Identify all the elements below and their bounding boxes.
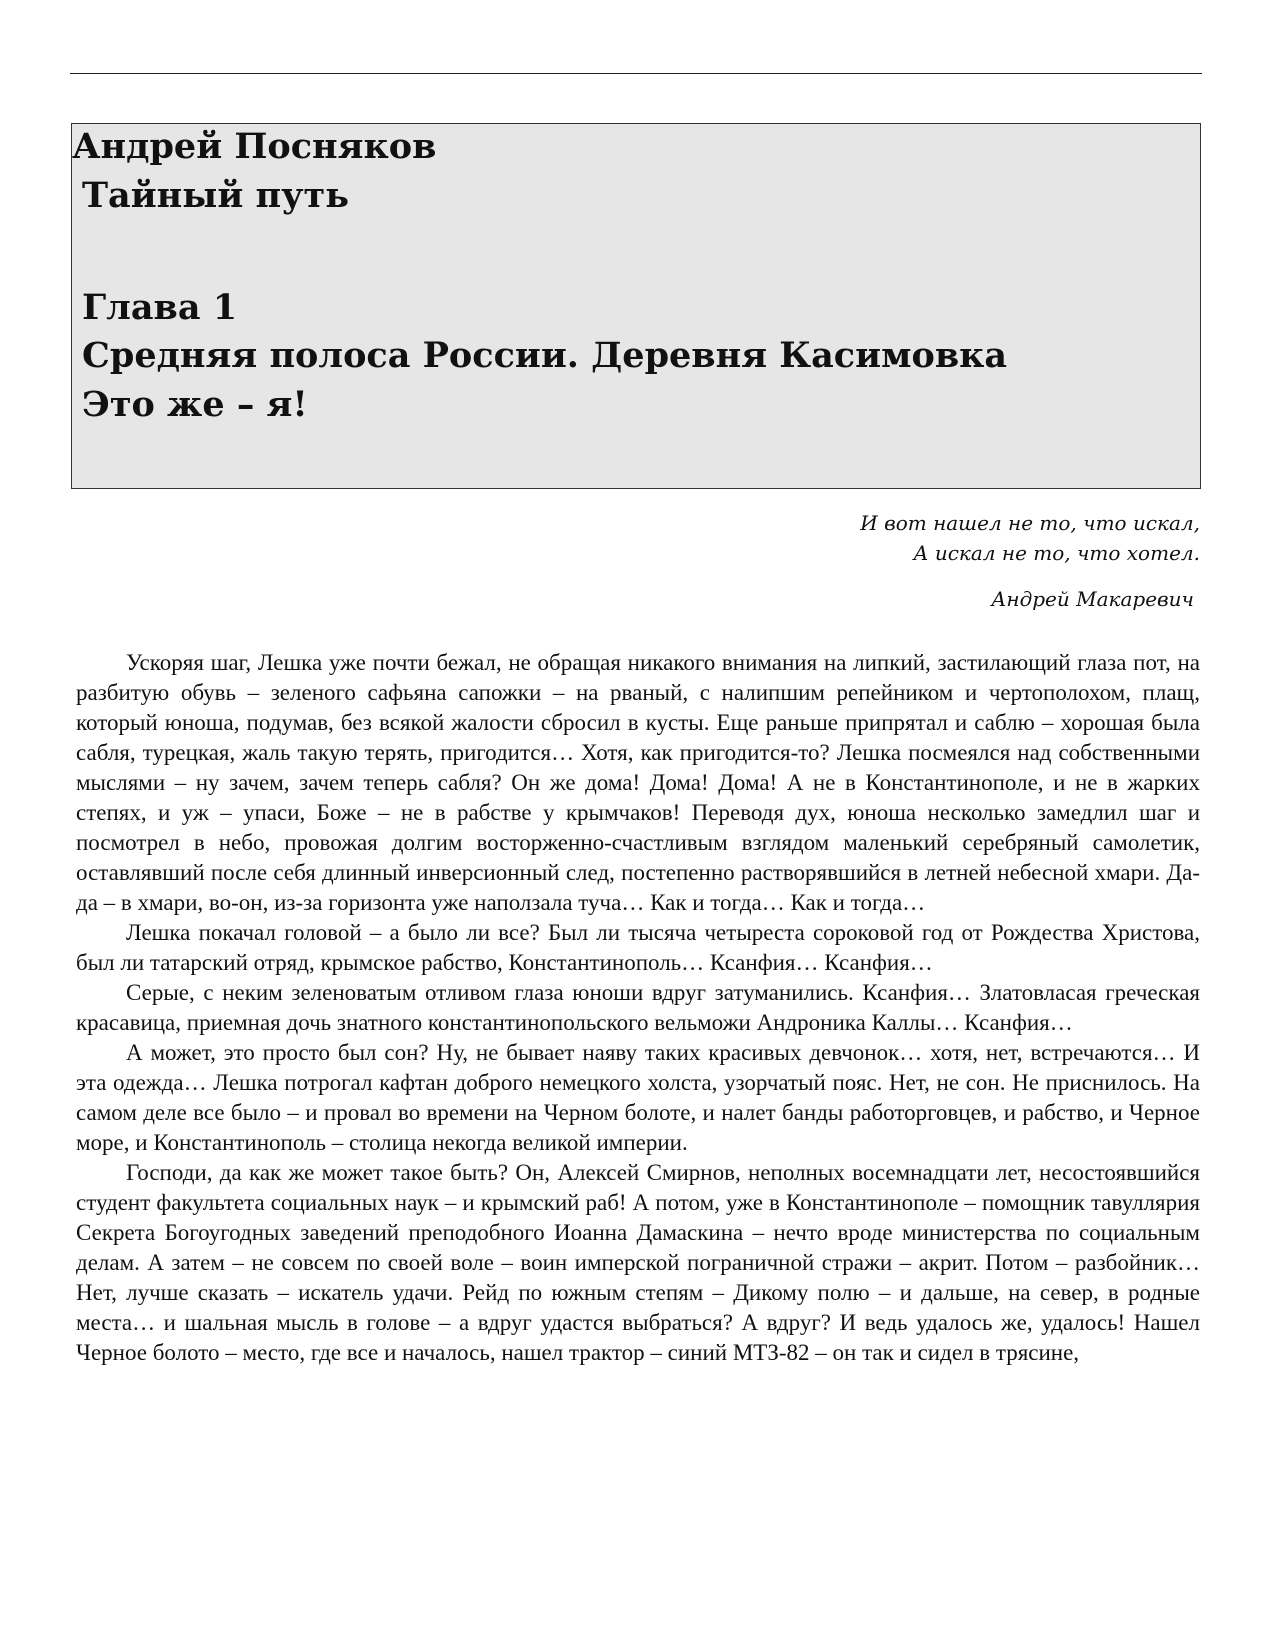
paragraph: Лешка покачал головой – а было ли все? Был ли тысяча четыреста сороковой год от Рождества Христова, был ли татарский отряд, крымское рабство, Константинополь… Ксанфия… Ксанфия… — [76, 920, 1200, 975]
chapter-title: Это же – я! — [82, 384, 308, 425]
chapter-header-box — [71, 123, 1201, 489]
epigraph — [860, 508, 1200, 614]
epigraph-author: Андрей Макаревич — [991, 587, 1194, 611]
top-rule — [70, 73, 1202, 74]
chapter-body — [76, 648, 1200, 1368]
paragraph: Ускоряя шаг, Лешка уже почти бежал, не обращая никакого внимания на липкий, застилающий глаза пот, на разбитую обувь – зеленого сафьяна сапожки – на рваный, с налипшим репейником и чертополохом, плащ, который юноша, подумав, без всякой жалости сбросил в кусты. Еще раньше припрятал и саблю – хорошая была сабля, турецкая, жаль такую терять, пригодится… Хотя, как пригодится-то? Лешка посмеялся над собственными мыслями – ну зачем, зачем теперь сабля? Он же дома! Дома! Дома! А не в Константинополе, и не в жарких степях, и уж – упаси, Боже – не в рабстве у крымчаков! Переводя дух, юноша несколько замедлил шаг и посмотрел в небо, провожая долгим восторженно-счастливым взглядом маленький серебряный самолетик, оставлявший после себя длинный инверсионный след, постепенно растворявшийся в летней небесной хмари. Да-да – в хмари, во-он, из-за горизонта уже наползала туча… Как и тогда… Как и тогда… — [76, 650, 1200, 915]
chapter-location: Средняя полоса России. Деревня Касимовка — [82, 335, 1008, 376]
chapter-number: Глава 1 — [82, 287, 238, 328]
paragraph: Господи, да как же может такое быть? Он, Алексей Смирнов, неполных восемнадцати лет, несостоявшийся студент факультета социальных наук – и крымский раб! А потом, уже в Константинополе – помощник тавуллярия Секрета Богоугодных заведений преподобного Иоанна Дамаскина – нечто вроде министерства по социальным делам. А затем – не совсем по своей воле – воин имперской пограничной стражи – акрит. Потом – разбойник… Нет, лучше сказать – искатель удачи. Рейд по южным степям – Дикому полю – и дальше, на север, в родные места… и шальная мысль в голове – а вдруг удастся выбраться? А вдруг? И ведь удалось же, удалось! Нашел Черное болото – место, где все и началось, нашел трактор – синий МТЗ-82 – он так и сидел в трясине, — [76, 1160, 1200, 1365]
book-author: Андрей Посняков — [72, 126, 437, 167]
epigraph-line-1: И вот нашел не то, что искал, — [860, 511, 1200, 535]
paragraph: Серые, с неким зеленоватым отливом глаза юноши вдруг затуманились. Ксанфия… Златовласая греческая красавица, приемная дочь знатного константинопольского вельможи Андроника Каллы… Ксанфия… — [76, 980, 1200, 1035]
epigraph-line-2: А искал не то, что хотел. — [913, 541, 1200, 565]
paragraph: А может, это просто был сон? Ну, не бывает наяву таких красивых девчонок… хотя, нет, встречаются… И эта одежда… Лешка потрогал кафтан доброго немецкого холста, узорчатый пояс. Нет, не сон. Не приснилось. На самом деле все было – и провал во времени на Черном болоте, и налет банды работорговцев, и рабство, и Черное море, и Константинополь – столица некогда великой империи. — [76, 1040, 1200, 1155]
book-title: Тайный путь — [82, 175, 349, 216]
